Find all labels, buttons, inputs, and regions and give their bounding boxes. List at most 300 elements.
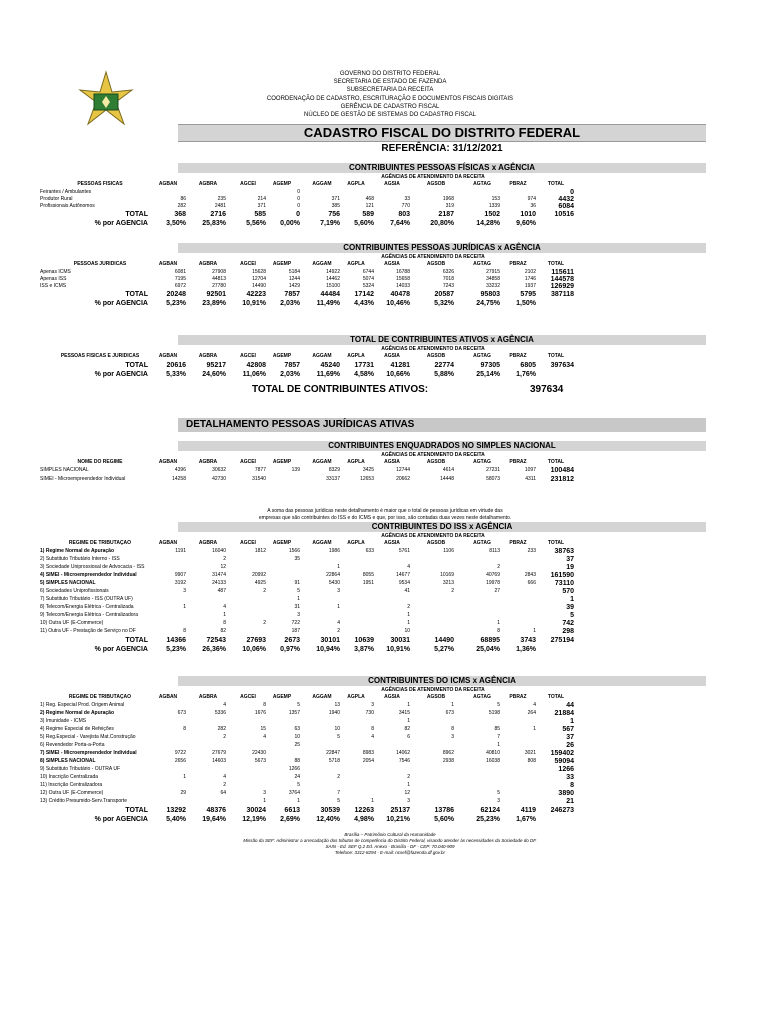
- table-row: [38, 564, 598, 571]
- cell: 319: [445, 203, 454, 209]
- total-cell: 20248: [166, 291, 186, 298]
- table-row: [38, 798, 598, 805]
- total-cell: 1502: [484, 211, 500, 218]
- total-cell: 2187: [438, 211, 454, 218]
- agencias-header: AGÊNCIAS DE ATENDIMENTO DA RECEITA: [381, 533, 485, 539]
- cell: 82: [220, 628, 226, 634]
- cell: 4: [263, 734, 266, 740]
- header-row: [38, 459, 598, 466]
- cell: 231812: [550, 476, 574, 483]
- percent-cell: 10,91%: [242, 300, 266, 307]
- header-line: SECRETARIA DE ESTADO DE FAZENDA: [333, 79, 447, 86]
- column-header-agemp: AGEMP: [272, 261, 292, 267]
- total-cell: 246273: [550, 807, 574, 814]
- cell: 5: [337, 734, 340, 740]
- column-header-agbra: AGBRA: [198, 181, 218, 187]
- page-title: CADASTRO FISCAL DO DISTRITO FEDERAL: [178, 124, 706, 142]
- column-header-agtag: AGTAG: [473, 353, 491, 359]
- cell: 4396: [174, 467, 186, 473]
- cell: 4: [533, 702, 536, 708]
- percent-cell: 24,60%: [202, 371, 226, 378]
- agencias-header: AGÊNCIAS DE ATENDIMENTO DA RECEITA: [381, 346, 485, 352]
- cell: 1: [183, 774, 186, 780]
- table-row: [38, 572, 598, 579]
- table-row: [38, 604, 598, 611]
- ativos-section-title: TOTAL DE CONTRIBUINTES ATIVOS x AGÊNCIA: [178, 335, 706, 345]
- cell: 33232: [486, 283, 500, 289]
- percent-cell: 25,14%: [476, 371, 500, 378]
- total-cell: 368: [174, 211, 186, 218]
- table-row: [38, 782, 598, 789]
- cell: 5673: [254, 758, 266, 764]
- column-header-total: TOTAL: [547, 694, 565, 700]
- column-header-agpla: AGPLA: [347, 540, 365, 546]
- cell: 1968: [442, 196, 454, 202]
- cell: 570: [562, 588, 574, 595]
- cell: 214: [257, 196, 266, 202]
- column-header-aggam: AGGAM: [312, 540, 332, 546]
- cell: 2102: [524, 269, 536, 275]
- column-header-agsob: AGSOB: [426, 540, 446, 546]
- column-header-agban: AGBAN: [158, 694, 178, 700]
- column-header-agban: AGBAN: [158, 353, 178, 359]
- percent-label: % por AGÊNCIA: [94, 816, 148, 823]
- column-header-agsob: AGSOB: [426, 694, 446, 700]
- table-row: [38, 203, 598, 210]
- cell: 6744: [362, 269, 374, 275]
- header-lines: [170, 70, 610, 119]
- cell: 19978: [486, 580, 500, 586]
- cell: 1812: [254, 548, 266, 554]
- cell: 161590: [550, 572, 574, 579]
- table-row: [38, 710, 598, 717]
- cell: 27780: [212, 283, 226, 289]
- column-header-agbra: AGBRA: [198, 540, 218, 546]
- iss-section-title: CONTRIBUINTES DO ISS x AGÊNCIA: [178, 522, 706, 532]
- percent-row: [38, 646, 598, 655]
- total-cell: 2716: [210, 211, 226, 218]
- column-header-agban: AGBAN: [158, 261, 178, 267]
- total-cell: 6805: [520, 362, 536, 369]
- cell: 14062: [396, 750, 410, 756]
- total-cell: 10639: [354, 637, 374, 644]
- percent-cell: 5,27%: [434, 646, 454, 653]
- column-header-agtag: AGTAG: [473, 261, 491, 267]
- cell: 91: [294, 580, 300, 586]
- cell: 22847: [326, 750, 340, 756]
- percent-cell: 24,75%: [476, 300, 500, 307]
- total-cell: 7857: [284, 362, 300, 369]
- total-label: TOTAL: [125, 807, 148, 814]
- table-row: [38, 588, 598, 595]
- cell: 16788: [396, 269, 410, 275]
- cell: 8055: [362, 572, 374, 578]
- cell: 7: [337, 790, 340, 796]
- cell: 26: [566, 742, 574, 749]
- total-cell: 30101: [320, 637, 340, 644]
- percent-cell: 5,23%: [166, 646, 186, 653]
- column-header-agemp: AGEMP: [272, 353, 292, 359]
- column-header-agban: AGBAN: [158, 459, 178, 465]
- table-row: [38, 766, 598, 773]
- column-header-total: TOTAL: [547, 353, 565, 359]
- cell: 1244: [288, 276, 300, 282]
- column-header-agsob: AGSOB: [426, 459, 446, 465]
- percent-cell: 10,46%: [386, 300, 410, 307]
- table-row: [38, 726, 598, 733]
- total-cell: 72543: [206, 637, 226, 644]
- cell: 59094: [554, 758, 574, 765]
- row-label: SIMEI - Microempreendedor Individual: [40, 476, 126, 482]
- cell: 22864: [326, 572, 340, 578]
- row-head-label: PESSOAS JURÍDICAS: [73, 261, 127, 267]
- table-row: [38, 742, 598, 749]
- cell: 5: [297, 702, 300, 708]
- cell: 8: [263, 702, 266, 708]
- row-label: 5) Reg.Especial - Varejista Mat.Construção: [40, 734, 136, 740]
- row-head-label: PESSOAS FÍSICAS E JURÍDICAS: [60, 353, 140, 359]
- header-row: [38, 353, 598, 360]
- cell: 100484: [550, 467, 574, 474]
- cell: 10169: [440, 572, 454, 578]
- total-cell: 14366: [166, 637, 186, 644]
- column-header-aggam: AGGAM: [312, 181, 332, 187]
- cell: 12: [404, 790, 410, 796]
- cell: 1: [407, 718, 410, 724]
- simples-section-title: CONTRIBUINTES ENQUADRADOS NO SIMPLES NACIONAL: [178, 441, 706, 451]
- cell: 16038: [486, 758, 500, 764]
- cell: 36: [530, 203, 536, 209]
- cell: 40810: [486, 750, 500, 756]
- agencias-header: AGÊNCIAS DE ATENDIMENTO DA RECEITA: [381, 687, 485, 693]
- percent-cell: 20,80%: [430, 220, 454, 227]
- column-header-agbra: AGBRA: [198, 694, 218, 700]
- cell: 3425: [362, 467, 374, 473]
- row-label: 11) Outra UF - Prestação de Serviço no DF: [40, 628, 136, 634]
- cell: 31540: [252, 476, 266, 482]
- total-cell: 7857: [284, 291, 300, 298]
- row-label: 12) Outra UF (E-Commerce): [40, 790, 104, 796]
- cell: 2: [337, 628, 340, 634]
- cell: 1339: [488, 203, 500, 209]
- total-cell: 30031: [390, 637, 410, 644]
- cell: 1266: [558, 766, 574, 773]
- cell: 86: [180, 196, 186, 202]
- percent-cell: 12,19%: [242, 816, 266, 823]
- cell: 1: [533, 628, 536, 634]
- footer: [150, 832, 630, 856]
- cell: 5430: [328, 580, 340, 586]
- row-label: 3) Imunidade - ICMS: [40, 718, 87, 724]
- cell: 3890: [558, 790, 574, 797]
- cell: 13: [334, 702, 340, 708]
- percent-cell: 2,03%: [280, 371, 300, 378]
- total-cell: 40478: [390, 291, 410, 298]
- cell: 6084: [558, 203, 574, 210]
- total-cell: 2673: [284, 637, 300, 644]
- cell: 8: [570, 782, 574, 789]
- cell: 82: [404, 726, 410, 732]
- cell: 73110: [554, 580, 574, 587]
- cell: 14677: [396, 572, 410, 578]
- row-label: 13) Crédito Presumido-Serv.Transporte: [40, 798, 127, 804]
- cell: 44813: [212, 276, 226, 282]
- cell: 2: [407, 774, 410, 780]
- cell: 139: [291, 467, 300, 473]
- cell: 8983: [362, 750, 374, 756]
- cell: 3213: [442, 580, 454, 586]
- cell: 39: [566, 604, 574, 611]
- cell: 14603: [212, 758, 226, 764]
- percent-cell: 11,49%: [316, 300, 340, 307]
- cell: 1: [407, 702, 410, 708]
- total-cell: 42808: [246, 362, 266, 369]
- cell: 15658: [396, 276, 410, 282]
- agencias-header: AGÊNCIAS DE ATENDIMENTO DA RECEITA: [381, 452, 485, 458]
- row-label: 7) Substituto Tributário - ISS (OUTRA UF): [40, 596, 133, 602]
- cell: 2: [223, 782, 226, 788]
- cell: 20992: [252, 572, 266, 578]
- table-row: [38, 774, 598, 781]
- table-row: [38, 750, 598, 757]
- cell: 15100: [326, 283, 340, 289]
- total-cell: 48376: [206, 807, 226, 814]
- total-cell: 13786: [434, 807, 454, 814]
- cell: 16040: [212, 548, 226, 554]
- cell: 4311: [525, 476, 536, 482]
- cell: 2481: [214, 203, 226, 209]
- row-head-label: REGIME DE TRIBUTAÇÃO: [68, 540, 132, 546]
- cell: 742: [562, 620, 574, 627]
- cell: 673: [177, 710, 186, 716]
- table-row: [38, 276, 598, 283]
- header-line: NÚCLEO DE GESTÃO DE SISTEMAS DO CADASTRO FISCAL: [303, 112, 477, 119]
- cell: 24133: [212, 580, 226, 586]
- cell: 487: [217, 588, 226, 594]
- column-header-agcei: AGCEI: [240, 261, 256, 267]
- row-head-label: NOME DO REGIME: [77, 459, 123, 465]
- cell: 2: [407, 604, 410, 610]
- cell: 121: [365, 203, 374, 209]
- cell: 19: [566, 564, 574, 571]
- cell: 770: [401, 203, 410, 209]
- table-row: [38, 612, 598, 619]
- brasao-df-logo-icon: [76, 70, 136, 132]
- row-head-label: REGIME DE TRIBUTAÇÃO: [68, 694, 132, 700]
- table-row: [38, 718, 598, 725]
- cell: 385: [331, 203, 340, 209]
- column-header-total: TOTAL: [547, 540, 565, 546]
- footer-line-2: Missão da SEF: Administrar a arrecadação dos tributos de competência do Distrito Federal, visando atender às necessidades da Sociedade do DF.: [243, 838, 537, 843]
- percent-cell: 7,19%: [320, 220, 340, 227]
- column-header-agtag: AGTAG: [473, 540, 491, 546]
- total-row: [38, 362, 598, 371]
- percent-cell: 10,94%: [316, 646, 340, 653]
- table-row: [38, 548, 598, 555]
- cell: 1: [533, 726, 536, 732]
- percent-label: % por AGÊNCIA: [94, 371, 148, 378]
- cell: 6972: [174, 283, 186, 289]
- cell: 27908: [212, 269, 226, 275]
- row-label: 8) SIMPLES NACIONAL: [40, 758, 96, 764]
- cell: 22430: [252, 750, 266, 756]
- cell: 4432: [558, 196, 574, 203]
- cell: 27915: [486, 269, 500, 275]
- cell: 115611: [551, 269, 574, 276]
- row-head-label: PESSOAS FÍSICAS: [77, 181, 123, 187]
- cell: 5718: [328, 758, 340, 764]
- cell: 1: [297, 798, 300, 804]
- column-header-agsia: AGSIA: [384, 181, 400, 187]
- cell: 1566: [288, 548, 300, 554]
- cell: 4614: [442, 467, 454, 473]
- cell: 8: [497, 628, 500, 634]
- percent-label: % por AGÊNCIA: [94, 646, 148, 653]
- cell: 1: [337, 604, 340, 610]
- header-row: [38, 181, 598, 188]
- cell: 14490: [252, 283, 266, 289]
- cell: 5198: [488, 710, 500, 716]
- cell: 633: [365, 548, 374, 554]
- column-header-aggam: AGGAM: [312, 459, 332, 465]
- percent-cell: 1,76%: [516, 371, 536, 378]
- cell: 8329: [328, 467, 340, 473]
- percent-cell: 9,60%: [516, 220, 536, 227]
- cell: 14258: [172, 476, 186, 482]
- total-cell: 20587: [434, 291, 454, 298]
- cell: 2054: [362, 758, 374, 764]
- column-header-pbraz: PBRAZ: [509, 261, 527, 267]
- table-row: [38, 790, 598, 797]
- percent-cell: 3,87%: [354, 646, 374, 653]
- percent-cell: 5,23%: [166, 300, 186, 307]
- percent-cell: 4,43%: [354, 300, 374, 307]
- cell: 4925: [254, 580, 266, 586]
- percent-row: [38, 371, 598, 380]
- column-header-agban: AGBAN: [158, 540, 178, 546]
- cell: 7: [497, 734, 500, 740]
- cell: 0: [297, 203, 300, 209]
- cell: 7018: [442, 276, 454, 282]
- row-label: Profissionais Autônomos: [40, 203, 95, 209]
- total-cell: 62124: [480, 807, 500, 814]
- grand-total-label: TOTAL DE CONTRIBUINTES ATIVOS:: [252, 384, 429, 395]
- cell: 1951: [362, 580, 374, 586]
- row-label: 9) Substituto Tributário - OUTRA UF: [40, 766, 121, 772]
- row-label: 10) Inscrição Centralizada: [40, 774, 99, 780]
- cell: 14922: [326, 269, 340, 275]
- table-row: [38, 628, 598, 635]
- cell: 29: [180, 790, 186, 796]
- total-cell: 95217: [206, 362, 226, 369]
- cell: 5336: [214, 710, 226, 716]
- column-header-agemp: AGEMP: [272, 540, 292, 546]
- cell: 2656: [174, 758, 186, 764]
- cell: 666: [527, 580, 536, 586]
- table-row: [38, 734, 598, 741]
- column-header-agsia: AGSIA: [384, 459, 400, 465]
- percent-row: [38, 220, 598, 229]
- cell: 12704: [252, 276, 266, 282]
- percent-cell: 25,04%: [476, 646, 500, 653]
- cell: 15: [260, 726, 266, 732]
- cell: 1940: [328, 710, 340, 716]
- footer-line-1: Brasília – Patrimônio Cultural da Humanidade: [344, 832, 436, 837]
- percent-cell: 2,69%: [280, 816, 300, 823]
- cell: 282: [177, 203, 186, 209]
- cell: 10: [334, 726, 340, 732]
- cell: 1429: [288, 283, 300, 289]
- cell: 7546: [398, 758, 410, 764]
- percent-cell: 19,64%: [202, 816, 226, 823]
- cell: 468: [365, 196, 374, 202]
- total-cell: 803: [398, 211, 410, 218]
- total-cell: 95803: [480, 291, 500, 298]
- cell: 264: [527, 710, 536, 716]
- cell: 5: [297, 588, 300, 594]
- cell: 5: [297, 782, 300, 788]
- column-header-agbra: AGBRA: [198, 459, 218, 465]
- cell: 3: [183, 588, 186, 594]
- header-line: COORDENAÇÃO DE CADASTRO, ESCRITURAÇÃO E DOCUMENTOS FISCAIS DIGITAIS: [266, 95, 514, 102]
- header-row: [38, 694, 598, 701]
- total-cell: 13292: [166, 807, 186, 814]
- cell: 27: [494, 588, 500, 594]
- cell: 37: [566, 734, 574, 741]
- cell: 14462: [326, 276, 340, 282]
- percent-cell: 11,06%: [242, 371, 266, 378]
- cell: 12: [220, 564, 226, 570]
- cell: 8: [183, 628, 186, 634]
- cell: 5: [497, 790, 500, 796]
- total-cell: 27693: [246, 637, 266, 644]
- cell: 1106: [443, 548, 454, 554]
- cell: 298: [562, 628, 574, 635]
- cell: 34858: [486, 276, 500, 282]
- row-label: Apenas ICMS: [40, 269, 71, 275]
- cell: 1676: [254, 710, 266, 716]
- cell: 722: [291, 620, 300, 626]
- cell: 4: [371, 734, 374, 740]
- percent-cell: 5,33%: [166, 371, 186, 378]
- total-cell: 4119: [520, 807, 536, 814]
- row-label: 8) Telecom/Energia Elétrica - Centralizada: [40, 604, 134, 610]
- percent-label: % por AGÊNCIA: [94, 300, 148, 307]
- percent-cell: 11,69%: [316, 371, 340, 378]
- row-label: 4) Regime Especial de Refeições: [40, 726, 114, 732]
- cell: 3: [371, 702, 374, 708]
- percent-row: [38, 300, 598, 309]
- total-label: TOTAL: [125, 211, 148, 218]
- cell: 1: [407, 612, 410, 618]
- percent-cell: 10,21%: [386, 816, 410, 823]
- total-cell: 387118: [551, 291, 574, 298]
- cell: 12744: [396, 467, 410, 473]
- row-label: Apenas ISS: [40, 276, 67, 282]
- percent-cell: 12,40%: [316, 816, 340, 823]
- column-header-agemp: AGEMP: [272, 181, 292, 187]
- cell: 1: [223, 612, 226, 618]
- table-row: [38, 476, 598, 483]
- cell: 1: [497, 742, 500, 748]
- total-label: TOTAL: [125, 362, 148, 369]
- cell: 4: [337, 620, 340, 626]
- cell: 4: [223, 774, 226, 780]
- cell: 1: [451, 702, 454, 708]
- percent-cell: 10,91%: [386, 646, 410, 653]
- row-label: 2) Substituto Tributário Interno - ISS: [40, 556, 120, 562]
- row-label: Produtor Rural: [40, 196, 73, 202]
